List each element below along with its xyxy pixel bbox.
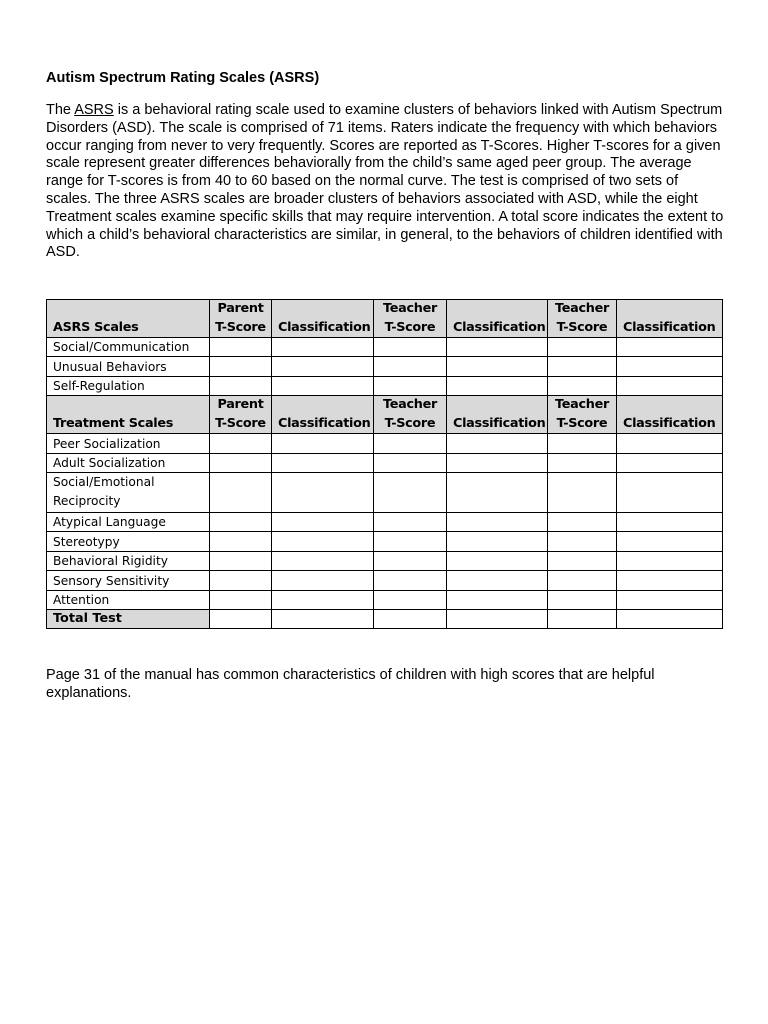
score-cell[interactable]	[272, 472, 374, 512]
score-cell[interactable]	[272, 376, 374, 395]
classification-header: Classification	[617, 300, 723, 338]
table-row	[47, 551, 723, 570]
classification-header: Classification	[447, 396, 548, 434]
table-row	[47, 590, 723, 609]
scale-label: Sensory Sensitivity	[47, 571, 210, 590]
score-cell[interactable]	[548, 376, 617, 395]
score-cell[interactable]	[210, 338, 272, 357]
score-cell[interactable]	[374, 338, 447, 357]
asrs-score-table	[46, 299, 723, 629]
score-cell[interactable]	[617, 338, 723, 357]
score-cell[interactable]	[447, 357, 548, 376]
score-cell[interactable]	[210, 434, 272, 453]
total-test-label: Total Test	[47, 609, 210, 628]
scale-label: Behavioral Rigidity	[47, 551, 210, 570]
score-cell[interactable]	[548, 512, 617, 531]
score-cell[interactable]	[548, 551, 617, 570]
table-row	[47, 453, 723, 472]
score-cell[interactable]	[548, 338, 617, 357]
scale-label: Social/Emotional Reciprocity	[47, 472, 210, 512]
table-row	[47, 434, 723, 453]
score-cell[interactable]	[447, 338, 548, 357]
score-cell[interactable]	[210, 376, 272, 395]
score-cell[interactable]	[548, 434, 617, 453]
parent-tscore-header: Parent T-Score	[210, 300, 272, 338]
table-row	[47, 376, 723, 395]
score-cell[interactable]	[374, 512, 447, 531]
score-cell[interactable]	[617, 512, 723, 531]
total-row	[47, 609, 723, 628]
scale-label: Adult Socialization	[47, 453, 210, 472]
score-cell[interactable]	[447, 571, 548, 590]
classification-header: Classification	[272, 396, 374, 434]
score-cell[interactable]	[210, 571, 272, 590]
asrs-header-row	[47, 300, 723, 338]
table-row	[47, 357, 723, 376]
intro-body: is a behavioral rating scale used to examine clusters of behaviors linked with Autism Spectrum Disorders (ASD). The scale is comprised of 71 items. Raters indicate the frequency with which behaviors occur ranging from never to very frequently. Scores are reported as T-Scores. Higher T-scores for a given scale represent greater differences behaviorally from the child’s same aged peer group. The average range for T-scores is from 40 to 60 based on the normal curve. The test is comprised of two sets of scales. The three ASRS scales are broader clusters of behaviors associated with ASD, while the eight Treatment scales examine specific skills that may require intervention. A total score indicates the extent to which a child’s behavioral characteristics are similar, in general, to the behaviors of children identified with ASD.	[46, 102, 724, 261]
score-cell[interactable]	[272, 453, 374, 472]
scale-label: Unusual Behaviors	[47, 357, 210, 376]
score-cell[interactable]	[374, 571, 447, 590]
teacher-tscore-header: Teacher T-Score	[548, 300, 617, 338]
score-cell[interactable]	[210, 609, 272, 628]
scale-label: Social/Communication	[47, 338, 210, 357]
treatment-scales-header: Treatment Scales	[47, 396, 210, 434]
table-row	[47, 571, 723, 590]
score-cell[interactable]	[548, 532, 617, 551]
score-cell[interactable]	[272, 571, 374, 590]
score-cell[interactable]	[210, 590, 272, 609]
table-row	[47, 338, 723, 357]
classification-header: Classification	[272, 300, 374, 338]
score-cell[interactable]	[374, 472, 447, 512]
score-cell[interactable]	[272, 357, 374, 376]
score-cell[interactable]	[374, 590, 447, 609]
score-cell[interactable]	[617, 590, 723, 609]
score-cell[interactable]	[447, 551, 548, 570]
table-row	[47, 472, 723, 512]
score-cell[interactable]	[374, 609, 447, 628]
score-cell[interactable]	[548, 472, 617, 512]
score-cell[interactable]	[210, 453, 272, 472]
score-cell[interactable]	[374, 376, 447, 395]
scale-label: Attention	[47, 590, 210, 609]
score-cell[interactable]	[272, 512, 374, 531]
score-cell[interactable]	[617, 609, 723, 628]
classification-header: Classification	[617, 396, 723, 434]
score-cell[interactable]	[617, 472, 723, 512]
score-cell[interactable]	[210, 512, 272, 531]
score-cell[interactable]	[447, 512, 548, 531]
score-cell[interactable]	[210, 472, 272, 512]
teacher-tscore-header: Teacher T-Score	[374, 396, 447, 434]
score-cell[interactable]	[548, 357, 617, 376]
score-cell[interactable]	[617, 453, 723, 472]
score-cell[interactable]	[210, 357, 272, 376]
intro-lead: The	[46, 102, 75, 118]
table-row	[47, 512, 723, 531]
score-cell[interactable]	[447, 532, 548, 551]
score-cell[interactable]	[210, 532, 272, 551]
score-cell[interactable]	[617, 434, 723, 453]
page-title: Autism Spectrum Rating Scales (ASRS)	[46, 70, 320, 86]
score-cell[interactable]	[548, 453, 617, 472]
teacher-tscore-header: Teacher T-Score	[374, 300, 447, 338]
score-cell[interactable]	[617, 571, 723, 590]
score-cell[interactable]	[617, 532, 723, 551]
scale-label: Stereotypy	[47, 532, 210, 551]
score-cell[interactable]	[374, 357, 447, 376]
score-cell[interactable]	[617, 357, 723, 376]
score-cell[interactable]	[447, 609, 548, 628]
score-cell[interactable]	[272, 590, 374, 609]
score-cell[interactable]	[447, 376, 548, 395]
score-cell[interactable]	[374, 434, 447, 453]
teacher-tscore-header: Teacher T-Score	[548, 396, 617, 434]
score-cell[interactable]	[548, 571, 617, 590]
score-cell[interactable]	[272, 609, 374, 628]
score-cell[interactable]	[272, 532, 374, 551]
score-cell[interactable]	[210, 551, 272, 570]
asrs-underlined-term: ASRS	[74, 102, 114, 118]
score-cell[interactable]	[617, 551, 723, 570]
score-cell[interactable]	[272, 551, 374, 570]
score-cell[interactable]	[272, 338, 374, 357]
score-cell[interactable]	[374, 453, 447, 472]
score-cell[interactable]	[447, 472, 548, 512]
asrs-scales-header: ASRS Scales	[47, 300, 210, 338]
score-cell[interactable]	[447, 434, 548, 453]
table-row	[47, 532, 723, 551]
parent-tscore-header: Parent T-Score	[210, 396, 272, 434]
score-cell[interactable]	[374, 551, 447, 570]
scale-label: Peer Socialization	[47, 434, 210, 453]
score-cell[interactable]	[272, 434, 374, 453]
scale-label: Atypical Language	[47, 512, 210, 531]
score-cell[interactable]	[447, 590, 548, 609]
classification-header: Classification	[447, 300, 548, 338]
document-body	[46, 68, 726, 262]
scale-label: Self-Regulation	[47, 376, 210, 395]
intro-paragraph	[46, 102, 726, 262]
score-cell[interactable]	[447, 453, 548, 472]
treatment-header-row	[47, 396, 723, 434]
score-cell[interactable]	[374, 532, 447, 551]
footer-note: Page 31 of the manual has common characteristics of children with high scores that are helpful explanations.	[46, 667, 655, 701]
score-cell[interactable]	[548, 609, 617, 628]
score-cell[interactable]	[617, 376, 723, 395]
score-cell[interactable]	[548, 590, 617, 609]
